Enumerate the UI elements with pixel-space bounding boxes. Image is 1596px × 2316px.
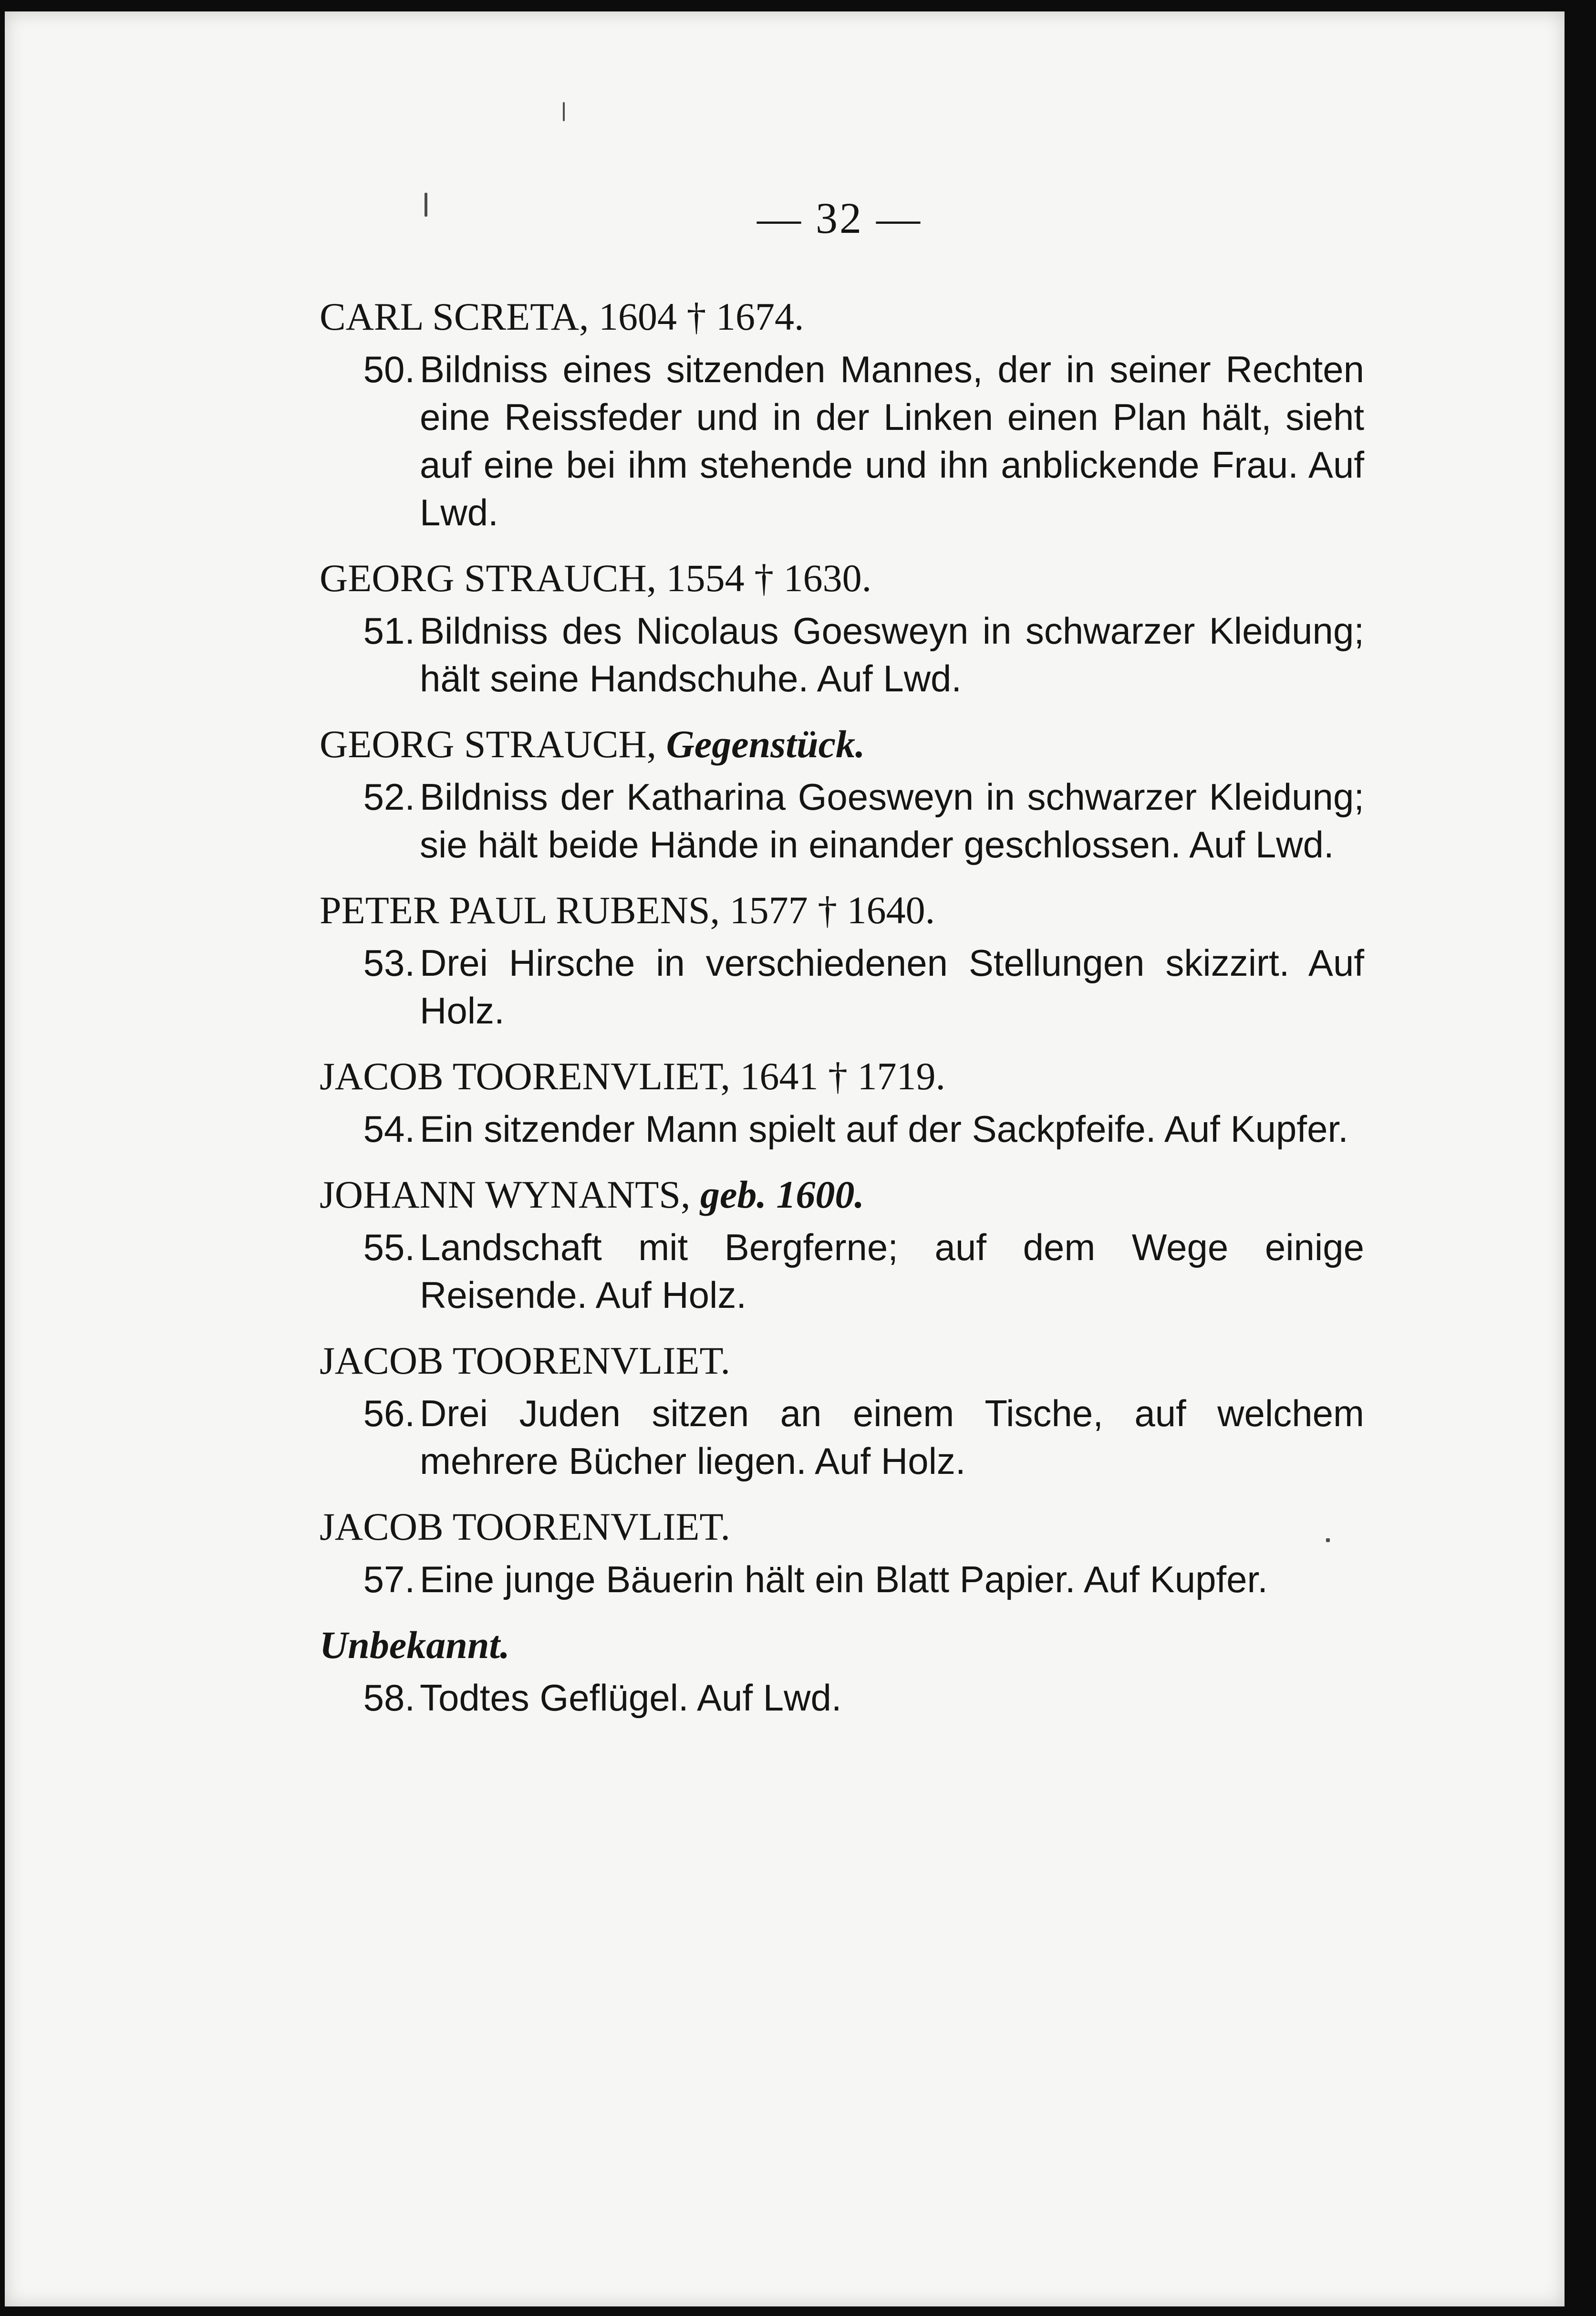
page-sheet xyxy=(5,11,1565,2306)
artist-heading xyxy=(320,1337,1364,1385)
catalogue-item xyxy=(320,607,1364,702)
item-description: Ein sitzender Mann spielt auf der Sackpfeife. Auf Kupfer. xyxy=(420,1108,1348,1150)
scan-speck xyxy=(425,193,427,217)
artist-note: geb. 1600. xyxy=(700,1173,864,1216)
scan-speck xyxy=(1326,1538,1330,1542)
catalogue-entry xyxy=(320,887,1364,1034)
catalogue-entry xyxy=(320,1503,1364,1603)
artist-heading xyxy=(320,887,1364,934)
item-description: Drei Hirsche in verschiedenen Stellungen skizzirt. Auf Holz. xyxy=(420,942,1364,1032)
artist-name: JACOB TOORENVLIET. xyxy=(320,1339,730,1382)
catalogue-item xyxy=(320,1223,1364,1319)
catalogue-list xyxy=(320,293,1364,1740)
catalogue-item xyxy=(320,345,1364,536)
item-number: 52. xyxy=(363,776,415,818)
catalogue-item xyxy=(320,1674,1364,1721)
artist-name: JACOB TOORENVLIET. xyxy=(320,1505,730,1548)
artist-heading xyxy=(320,1621,1364,1669)
catalogue-entry xyxy=(320,1053,1364,1153)
catalogue-item xyxy=(320,1105,1364,1153)
artist-note: Gegenstück. xyxy=(666,722,865,766)
item-number: 58. xyxy=(363,1677,415,1719)
catalogue-item xyxy=(320,773,1364,868)
artist-heading xyxy=(320,1171,1364,1219)
artist-name: GEORG STRAUCH, 1554 † 1630. xyxy=(320,556,872,600)
artist-heading xyxy=(320,554,1364,602)
catalogue-entry xyxy=(320,1621,1364,1721)
artist-heading xyxy=(320,1053,1364,1100)
item-number: 56. xyxy=(363,1392,415,1434)
item-description: Bildniss der Katharina Goesweyn in schwarzer Kleidung; sie hält beide Hände in einander geschlossen. Auf Lwd. xyxy=(420,776,1364,866)
item-number: 53. xyxy=(363,942,415,984)
item-description: Todtes Geflügel. Auf Lwd. xyxy=(420,1677,842,1719)
item-number: 55. xyxy=(363,1226,415,1268)
item-description: Drei Juden sitzen an einem Tische, auf welchem mehrere Bücher liegen. Auf Holz. xyxy=(420,1392,1364,1482)
item-number: 57. xyxy=(363,1558,415,1600)
catalogue-item xyxy=(320,1389,1364,1485)
artist-heading xyxy=(320,293,1364,341)
item-number: 50. xyxy=(363,348,415,390)
item-description: Bildniss eines sitzenden Mannes, der in seiner Rechten eine Reissfeder und in der Linken einen Plan hält, sieht auf eine bei ihm stehende und ihn anblickende Frau. Auf Lwd. xyxy=(420,348,1364,533)
artist-heading xyxy=(320,1503,1364,1551)
artist-heading xyxy=(320,720,1364,768)
scan-speck xyxy=(563,102,565,121)
page-number: — 32 — xyxy=(757,194,922,242)
artist-name: CARL SCRETA, 1604 † 1674. xyxy=(320,295,804,338)
artist-name: GEORG STRAUCH, xyxy=(320,722,666,766)
catalogue-entry xyxy=(320,293,1364,536)
artist-name: JACOB TOORENVLIET, 1641 † 1719. xyxy=(320,1054,945,1098)
catalogue-entry xyxy=(320,1337,1364,1485)
catalogue-entry xyxy=(320,720,1364,868)
catalogue-entry xyxy=(320,554,1364,702)
catalogue-entry xyxy=(320,1171,1364,1319)
item-number: 51. xyxy=(363,610,415,652)
catalogue-item xyxy=(320,1555,1364,1603)
artist-note: Unbekannt. xyxy=(320,1623,510,1667)
item-description: Eine junge Bäuerin hält ein Blatt Papier. Auf Kupfer. xyxy=(420,1558,1268,1600)
item-number: 54. xyxy=(363,1108,415,1150)
catalogue-item xyxy=(320,939,1364,1034)
item-description: Landschaft mit Bergferne; auf dem Wege einige Reisende. Auf Holz. xyxy=(420,1226,1364,1316)
item-description: Bildniss des Nicolaus Goesweyn in schwarzer Kleidung; hält seine Handschuhe. Auf Lwd. xyxy=(420,610,1364,699)
artist-name: JOHANN WYNANTS, xyxy=(320,1173,700,1216)
artist-name: PETER PAUL RUBENS, 1577 † 1640. xyxy=(320,888,935,932)
